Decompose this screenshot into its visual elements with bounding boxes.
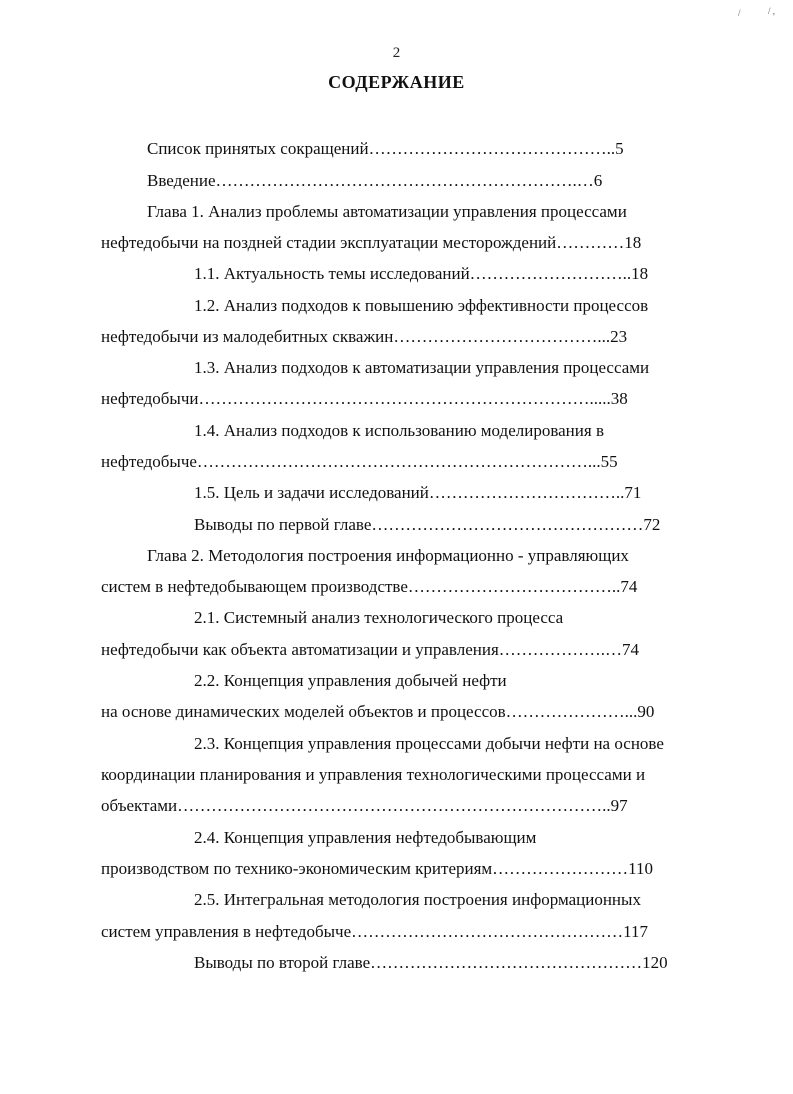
toc-line-introduction: Введение……………………………………………………….…6 xyxy=(147,171,603,190)
toc-line-2-5: 2.5. Интегральная методология построения информационных xyxy=(194,890,641,909)
toc-line-2-2: 2.2. Концепция управления добычей нефти xyxy=(194,671,507,690)
toc-line-2-4: 2.4. Концепция управления нефтедобывающим xyxy=(194,828,537,847)
toc-line-1-3: 1.3. Анализ подходов к автоматизации управления процессами xyxy=(194,358,650,377)
toc-line-1-2-cont: нефтедобычи из малодебитных скважин………………………………...23 xyxy=(101,327,628,346)
toc-line-chapter-1-cont: нефтедобычи на поздней стадии эксплуатации месторождений…………18 xyxy=(101,233,642,252)
toc-line-2-1-cont: нефтедобычи как объекта автоматизации и управления……………….…74 xyxy=(101,640,640,659)
toc-line-chapter-2-cont: систем в нефтедобывающем производстве………………………………..74 xyxy=(101,577,638,596)
toc-line-chapter-2: Глава 2. Методология построения информационно - управляющих xyxy=(147,546,629,565)
toc-line-2-1: 2.1. Системный анализ технологического процесса xyxy=(194,608,564,627)
toc-line-chapter-1: Глава 1. Анализ проблемы автоматизации управления процессами xyxy=(147,202,627,221)
scan-speck: / xyxy=(738,8,741,18)
toc-line-1-4-cont: нефтедобыче……………………………………………………………...55 xyxy=(101,452,618,471)
toc-line-2-3-cont-2: объектами…………………………………………………………………..97 xyxy=(101,796,628,815)
toc-line-1-1: 1.1. Актуальность темы исследований………………………..18 xyxy=(194,264,649,283)
toc-line-2-4-cont: производством по технико-экономическим критериям……………………110 xyxy=(101,859,654,878)
toc-line-2-3: 2.3. Концепция управления процессами добычи нефти на основе xyxy=(194,734,664,753)
toc-line-2-3-cont: координации планирования и управления технологическими процессами и xyxy=(101,765,646,784)
page-title: СОДЕРЖАНИЕ xyxy=(328,72,465,92)
toc-line-abbreviations: Список принятых сокращений……………………………………..5 xyxy=(147,139,624,158)
toc-line-2-2-cont: на основе динамических моделей объектов и процессов…………………...90 xyxy=(101,702,655,721)
toc-line-1-2: 1.2. Анализ подходов к повышению эффективности процессов xyxy=(194,296,649,315)
page-number: 2 xyxy=(392,45,401,61)
toc-line-1-4: 1.4. Анализ подходов к использованию моделирования в xyxy=(194,421,604,440)
scan-speck: / , xyxy=(768,6,776,16)
toc-line-1-5: 1.5. Цель и задачи исследований……………………………..71 xyxy=(194,483,642,502)
toc-line-chapter-1-conclusions: Выводы по первой главе…………………………………………72 xyxy=(194,515,661,534)
toc-line-1-3-cont: нефтедобычи…………………………………………………………….....38 xyxy=(101,389,628,408)
toc-line-2-5-cont: систем управления в нефтедобыче…………………………………………117 xyxy=(101,922,648,941)
toc-line-chapter-2-conclusions: Выводы по второй главе…………………………………………120 xyxy=(194,953,668,972)
